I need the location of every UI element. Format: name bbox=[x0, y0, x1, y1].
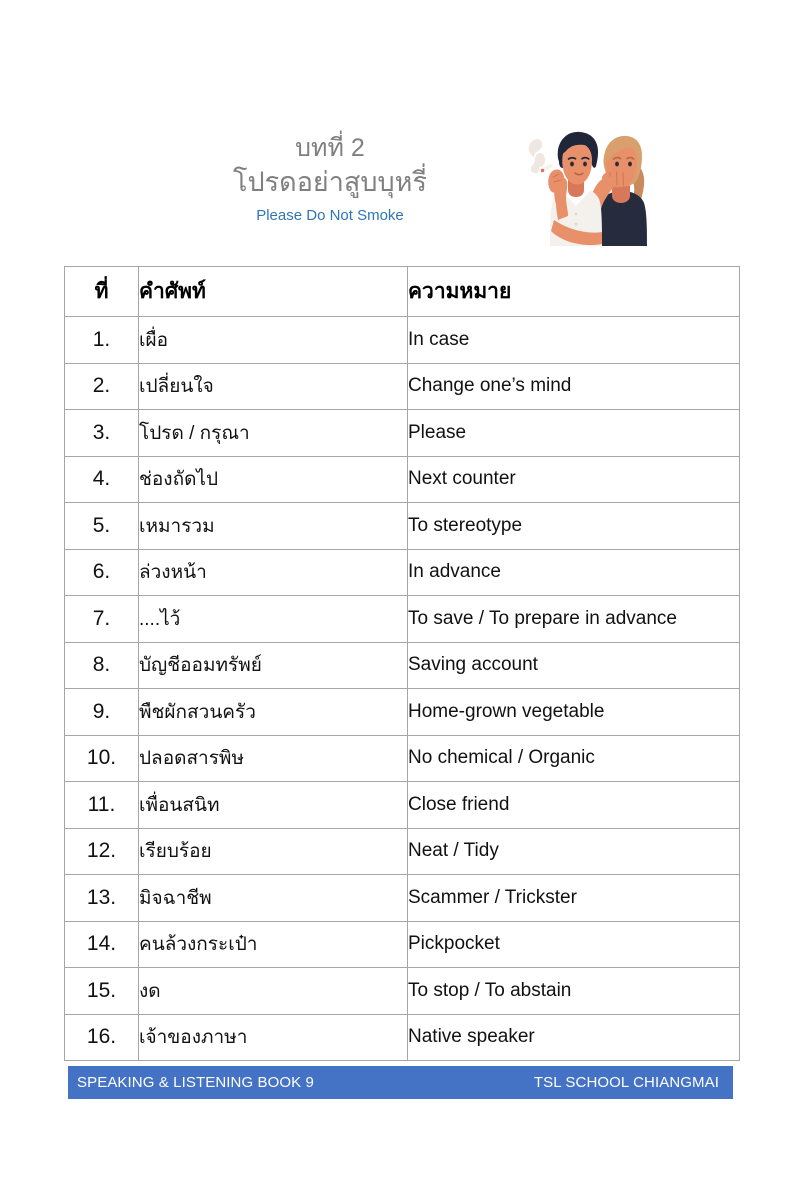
row-number: 11. bbox=[65, 782, 139, 829]
row-meaning: Close friend bbox=[408, 782, 740, 829]
row-meaning: Neat / Tidy bbox=[408, 828, 740, 875]
row-number: 7. bbox=[65, 596, 139, 643]
table-row bbox=[65, 549, 740, 596]
column-header-word: คำศัพท์ bbox=[139, 267, 408, 317]
row-word: ช่องถัดไป bbox=[139, 456, 408, 503]
page-subtitle: Please Do Not Smoke bbox=[256, 207, 404, 224]
row-number: 8. bbox=[65, 642, 139, 689]
row-meaning: To stereotype bbox=[408, 503, 740, 550]
row-word: มิจฉาชีพ bbox=[139, 875, 408, 922]
table-row bbox=[65, 968, 740, 1015]
row-word: เจ้าของภาษา bbox=[139, 1014, 408, 1061]
row-number: 13. bbox=[65, 875, 139, 922]
page-header bbox=[64, 118, 740, 253]
row-meaning: Saving account bbox=[408, 642, 740, 689]
row-number: 16. bbox=[65, 1014, 139, 1061]
row-number: 1. bbox=[65, 317, 139, 364]
row-word: ปลอดสารพิษ bbox=[139, 735, 408, 782]
table-row bbox=[65, 363, 740, 410]
footer-book-title: SPEAKING & LISTENING BOOK 9 bbox=[77, 1074, 314, 1091]
row-word: เหมารวม bbox=[139, 503, 408, 550]
row-word: คนล้วงกระเป๋า bbox=[139, 921, 408, 968]
table-row bbox=[65, 642, 740, 689]
table-row bbox=[65, 735, 740, 782]
row-meaning: Next counter bbox=[408, 456, 740, 503]
header-text-block bbox=[144, 118, 516, 228]
footer-school-name: TSL SCHOOL CHIANGMAI bbox=[533, 1074, 719, 1091]
row-word: ล่วงหน้า bbox=[139, 549, 408, 596]
table-row bbox=[65, 503, 740, 550]
row-meaning: Native speaker bbox=[408, 1014, 740, 1061]
column-header-meaning: ความหมาย bbox=[408, 267, 740, 317]
row-meaning: Home-grown vegetable bbox=[408, 689, 740, 736]
row-meaning: Change one’s mind bbox=[408, 363, 740, 410]
page-footer bbox=[68, 1066, 733, 1099]
row-meaning: Pickpocket bbox=[408, 921, 740, 968]
vocabulary-table bbox=[64, 266, 740, 1061]
row-word: เปลี่ยนใจ bbox=[139, 363, 408, 410]
row-meaning: In advance bbox=[408, 549, 740, 596]
row-number: 3. bbox=[65, 410, 139, 457]
table-row bbox=[65, 689, 740, 736]
row-word: ....ไว้ bbox=[139, 596, 408, 643]
row-number: 15. bbox=[65, 968, 139, 1015]
table-body bbox=[65, 317, 740, 1061]
row-meaning: Scammer / Trickster bbox=[408, 875, 740, 922]
row-word: บัญชีออมทรัพย์ bbox=[139, 642, 408, 689]
row-word: งด bbox=[139, 968, 408, 1015]
row-number: 14. bbox=[65, 921, 139, 968]
chapter-label: บทที่ 2 bbox=[295, 134, 365, 162]
table-row bbox=[65, 410, 740, 457]
row-word: เผื่อ bbox=[139, 317, 408, 364]
two-people-smoking-illustration bbox=[520, 122, 660, 246]
row-word: เรียบร้อย bbox=[139, 828, 408, 875]
row-meaning: In case bbox=[408, 317, 740, 364]
row-number: 4. bbox=[65, 456, 139, 503]
row-number: 9. bbox=[65, 689, 139, 736]
row-number: 2. bbox=[65, 363, 139, 410]
table-row bbox=[65, 317, 740, 364]
table-row bbox=[65, 782, 740, 829]
row-number: 10. bbox=[65, 735, 139, 782]
table-row bbox=[65, 456, 740, 503]
row-meaning: To stop / To abstain bbox=[408, 968, 740, 1015]
row-number: 6. bbox=[65, 549, 139, 596]
table-row bbox=[65, 596, 740, 643]
row-meaning: To save / To prepare in advance bbox=[408, 596, 740, 643]
table-row bbox=[65, 875, 740, 922]
table-row bbox=[65, 828, 740, 875]
page-title: โปรดอย่าสูบบุหรี่ bbox=[233, 167, 427, 197]
table-row bbox=[65, 1014, 740, 1061]
row-word: โปรด / กรุณา bbox=[139, 410, 408, 457]
row-number: 12. bbox=[65, 828, 139, 875]
row-word: พืชผักสวนครัว bbox=[139, 689, 408, 736]
row-meaning: Please bbox=[408, 410, 740, 457]
row-meaning: No chemical / Organic bbox=[408, 735, 740, 782]
table-header-row bbox=[65, 267, 740, 317]
table-row bbox=[65, 921, 740, 968]
column-header-number: ที่ bbox=[65, 267, 139, 317]
row-word: เพื่อนสนิท bbox=[139, 782, 408, 829]
row-number: 5. bbox=[65, 503, 139, 550]
